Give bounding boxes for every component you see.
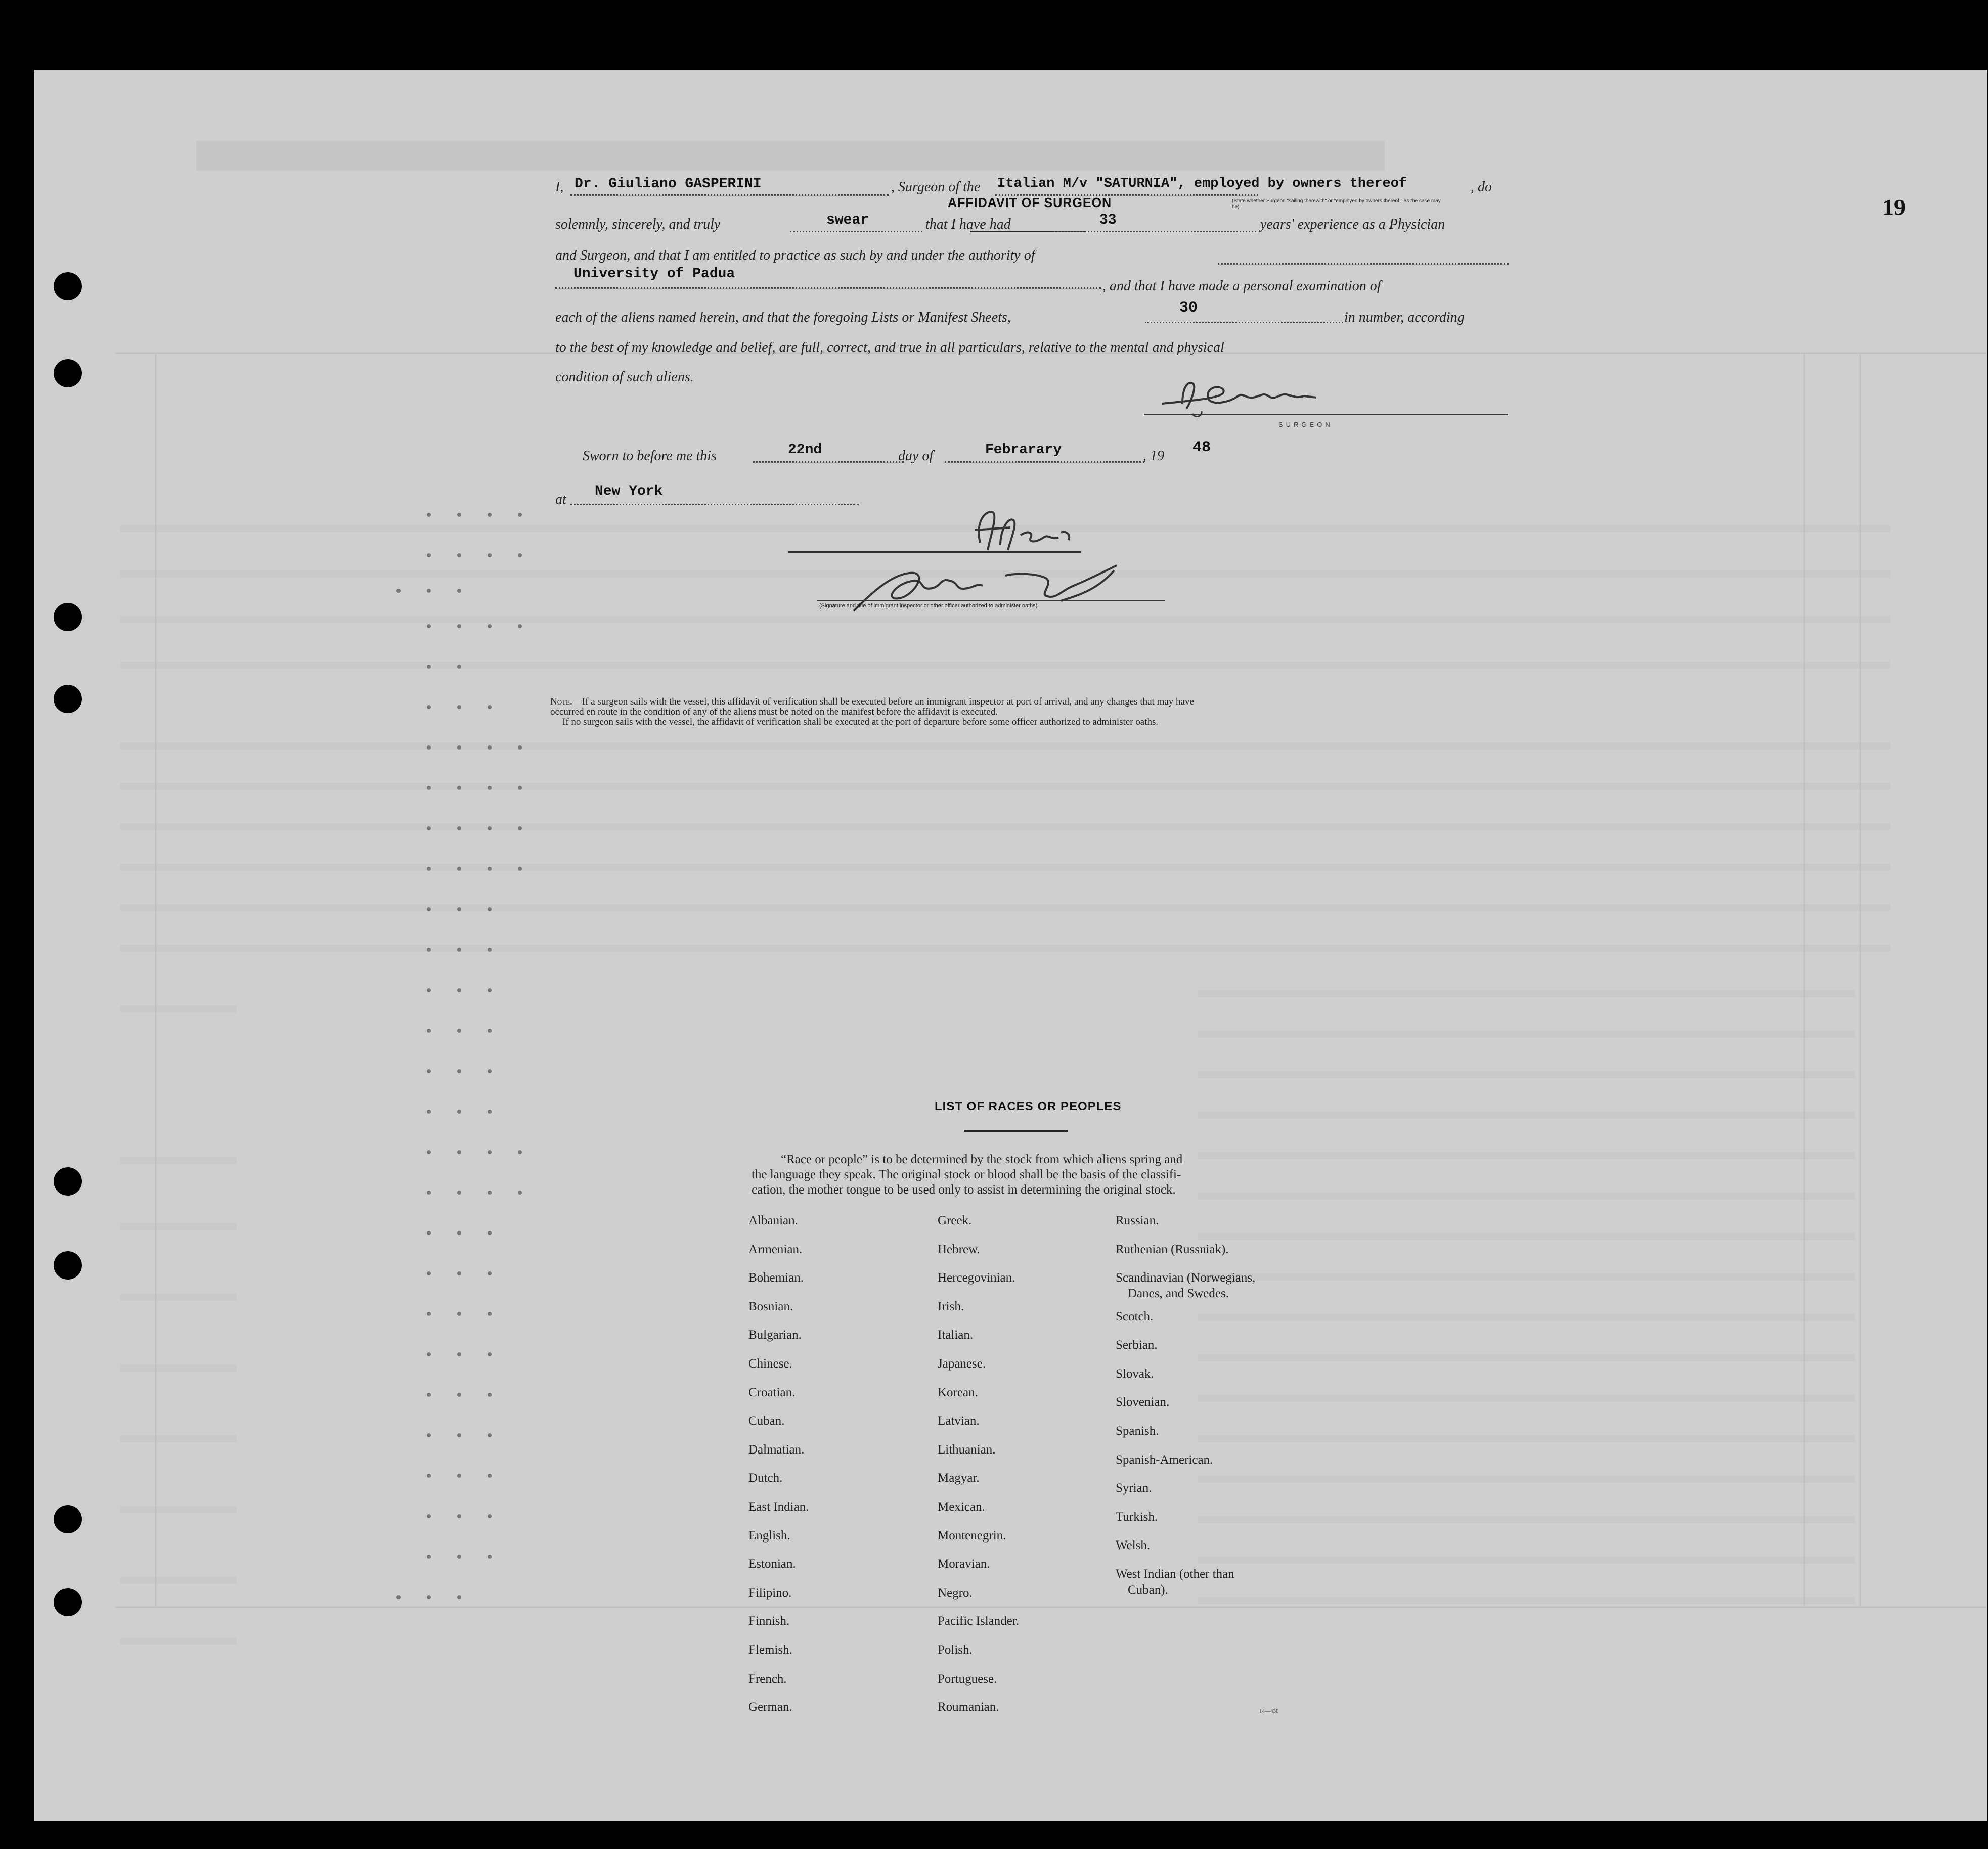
race-entry: Negro.: [938, 1586, 973, 1600]
race-entry: English.: [748, 1528, 790, 1543]
race-entry: Moravian.: [938, 1557, 990, 1571]
race-entry: Dutch.: [748, 1471, 783, 1485]
surgeon-label: SURGEON: [1278, 421, 1333, 428]
affidavit-line6: to the best of my knowledge and belief, are full, correct, and true in all particulars, relative to the mental and physical: [555, 340, 1224, 356]
affidavit-line2-pre: solemnly, sincerely, and truly: [555, 216, 721, 232]
race-entry: Scotch.: [1116, 1309, 1154, 1324]
oath-word: swear: [826, 212, 869, 228]
affidavit-line2-end: years' experience as a Physician: [1260, 216, 1445, 232]
race-entry: Albanian.: [748, 1214, 798, 1227]
races-intro: [752, 1152, 1296, 1198]
vessel-line: [995, 194, 1258, 196]
at-label: at: [555, 492, 566, 507]
sworn-place: New York: [595, 483, 663, 499]
affidavit-note: [550, 697, 1194, 727]
race-entry: Polish.: [938, 1643, 973, 1657]
race-entry: Ruthenian (Russniak).: [1116, 1242, 1229, 1256]
race-entry: Dalmatian.: [748, 1442, 805, 1457]
races-intro-line: “Race or people” is to be determined by the stock from which aliens spring and: [781, 1153, 1183, 1166]
affidavit-line1-pre: I,: [555, 179, 564, 195]
officer-signature-line: [788, 551, 1081, 553]
affidavit-line1-mid: , Surgeon of the: [891, 179, 981, 195]
vessel-and-role: Italian M/v "SATURNIA", employed by owners thereof: [997, 176, 1407, 191]
affidavit-line5-pre: each of the aliens named herein, and that the foregoing Lists or Manifest Sheets,: [555, 310, 1011, 325]
race-entry: Flemish.: [748, 1643, 792, 1657]
race-entry: Croatian.: [748, 1385, 796, 1399]
race-entry-continuation: Danes, and Swedes.: [1128, 1287, 1229, 1301]
race-entry: Bulgarian.: [748, 1328, 802, 1342]
race-entry: Roumanian.: [938, 1700, 999, 1714]
race-entry: Magyar.: [938, 1471, 980, 1485]
authority-line-b: [555, 287, 1101, 289]
race-entry-continuation: Cuban).: [1128, 1583, 1168, 1597]
race-entry: Chinese.: [748, 1357, 792, 1371]
races-intro-line: the language they speak. The original stock or blood shall be the basis of the classifi-: [752, 1168, 1181, 1181]
sworn-mid: day of: [898, 448, 934, 464]
race-entry: Bosnian.: [748, 1299, 793, 1313]
affidavit-line3: and Surgeon, and that I am entitled to practice as such by and under the authority of: [555, 248, 1035, 263]
race-entry: Russian.: [1116, 1214, 1159, 1227]
manifest-sheet-count: 30: [1179, 299, 1198, 317]
race-entry: Filipino.: [748, 1586, 792, 1600]
surgeon-name: Dr. Giuliano GASPERINI: [575, 176, 762, 192]
years-line: [1054, 231, 1256, 232]
race-entry: Greek.: [938, 1214, 972, 1227]
race-entry: Turkish.: [1116, 1510, 1158, 1524]
sworn-year: 48: [1192, 439, 1211, 456]
race-entry: West Indian (other than: [1116, 1567, 1234, 1581]
affidavit-line4-end: , and that I have made a personal examination of: [1102, 278, 1381, 294]
race-entry: Hercegovinian.: [938, 1271, 1015, 1285]
note-text3: If no surgeon sails with the vessel, the affidavit of verification shall be executed at the port of departure before some officer authorized to administer oaths.: [562, 717, 1159, 727]
race-entry: Finnish.: [748, 1614, 790, 1628]
race-entry: Slovenian.: [1116, 1395, 1170, 1410]
page-number: 19: [1882, 194, 1906, 220]
binder-hole: [54, 603, 82, 631]
race-entry: Korean.: [938, 1385, 978, 1399]
race-entry: East Indian.: [748, 1500, 809, 1514]
race-entry: Mexican.: [938, 1500, 985, 1514]
race-entry: Hebrew.: [938, 1242, 980, 1256]
note-text2: occurred en route in the condition of any of the aliens must be noted on the manifest before the affidavit is executed.: [550, 707, 998, 717]
race-entry: Irish.: [938, 1299, 964, 1313]
race-entry: Montenegrin.: [938, 1528, 1006, 1543]
sworn-year-prefix: , 19: [1143, 448, 1164, 464]
races-intro-line: cation, the mother tongue to be used only to assist in determining the original stock.: [752, 1183, 1176, 1197]
sworn-place-line: [570, 504, 859, 505]
sworn-day: 22nd: [788, 442, 822, 458]
races-title-underline: [964, 1130, 1068, 1132]
binder-hole: [54, 1588, 82, 1616]
race-entry: Serbian.: [1116, 1338, 1158, 1352]
oath-line: [790, 231, 922, 232]
document-page: [34, 70, 1987, 1821]
affidavit-line7: condition of such aliens.: [555, 369, 694, 385]
affidavit-line5-end: in number, according: [1344, 310, 1465, 325]
vessel-field-note: (State whether Surgeon "sailing therewith" or "employed by owners thereof," as the case may be): [1232, 198, 1441, 210]
binder-hole: [54, 272, 82, 300]
race-entry: Estonian.: [748, 1557, 796, 1571]
sworn-pre: Sworn to before me this: [583, 448, 717, 464]
surgeon-signature-line: [1144, 414, 1508, 415]
race-entry: French.: [748, 1671, 787, 1686]
race-entry: Spanish.: [1116, 1424, 1159, 1438]
race-entry: Portuguese.: [938, 1671, 997, 1686]
race-entry: Italian.: [938, 1328, 974, 1342]
form-number: 14—430: [1259, 1708, 1279, 1714]
years-experience: 33: [1099, 212, 1117, 228]
binder-hole: [54, 685, 82, 713]
race-entry: Scandinavian (Norwegians,: [1116, 1271, 1256, 1285]
race-entry: Syrian.: [1116, 1481, 1152, 1495]
binder-hole: [54, 1505, 82, 1533]
race-entry: Welsh.: [1116, 1538, 1151, 1553]
binder-hole: [54, 359, 82, 387]
bleed-through-texture: [34, 70, 1987, 1821]
sworn-day-line: [753, 461, 904, 463]
inspector-signature-line: [817, 600, 1165, 601]
note-text1: —If a surgeon sails with the vessel, this affidavit of verification shall be executed before an immigrant inspector at port of arrival, and any changes that may have: [572, 696, 1194, 707]
race-entry: Latvian.: [938, 1414, 980, 1428]
affidavit-title: AFFIDAVIT OF SURGEON: [948, 195, 1112, 210]
officer-caption: (Signature and title of immigrant inspector or other officer authorized to administer oaths): [819, 603, 1038, 609]
race-entry: Slovak.: [1116, 1367, 1154, 1381]
affidavit-line2-mid: that I have had: [925, 216, 1011, 232]
licensing-authority: University of Padua: [573, 266, 735, 282]
race-entry: German.: [748, 1700, 792, 1714]
race-entry: Bohemian.: [748, 1271, 804, 1285]
race-entry: Pacific Islander.: [938, 1614, 1020, 1628]
note-lead: Note.: [550, 696, 572, 707]
race-entry: Cuban.: [748, 1414, 785, 1428]
affidavit-line1-end: , do: [1471, 179, 1492, 195]
binder-hole: [54, 1251, 82, 1280]
race-entry: Spanish-American.: [1116, 1452, 1213, 1467]
races-title: LIST OF RACES OR PEOPLES: [935, 1099, 1122, 1113]
officer-signature: [945, 502, 1107, 558]
authority-line-a: [1218, 263, 1509, 265]
sheet-count-line: [1145, 322, 1343, 323]
binder-hole: [54, 1167, 82, 1196]
surgeon-name-line: [570, 194, 889, 196]
surgeon-signature: [1142, 368, 1425, 424]
race-entry: Armenian.: [748, 1242, 803, 1256]
sworn-month: Febrarary: [985, 442, 1062, 458]
race-entry: Lithuanian.: [938, 1442, 996, 1457]
sworn-month-line: [945, 461, 1144, 463]
race-entry: Japanese.: [938, 1357, 986, 1371]
